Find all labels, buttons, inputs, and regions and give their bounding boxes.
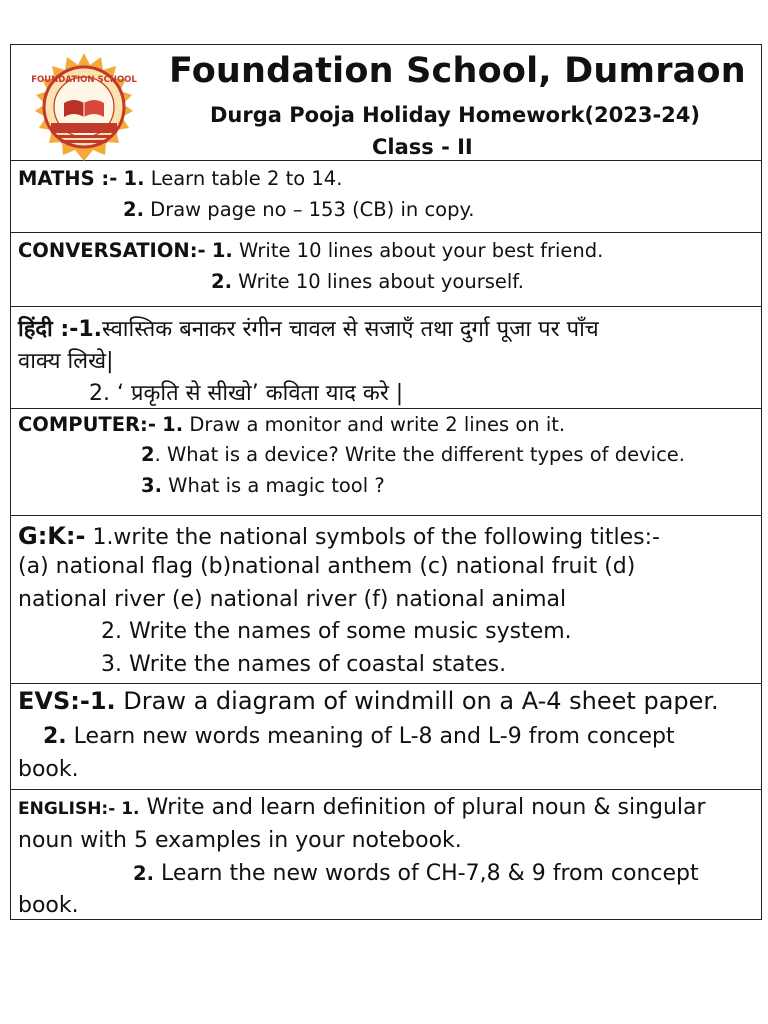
- computer-label: COMPUTER:-: [18, 413, 156, 436]
- header-section: [11, 45, 761, 161]
- maths-section: [11, 161, 761, 233]
- gk-label: G:K:-: [18, 522, 86, 550]
- evs-label: EVS:-1.: [18, 687, 116, 715]
- class-label: Class - II: [372, 135, 473, 159]
- maths-line-2: 2. Draw page no – 153 (CB) in copy.: [123, 198, 475, 221]
- evs-section: [11, 684, 761, 790]
- evs-line-2: 2. Learn new words meaning of L-8 and L-9 from concept: [43, 724, 675, 749]
- hindi-line-1: हिंदी :-1.स्वास्तिक बनाकर रंगीन चावल से सजाएँ तथा दुर्गा पूजा पर पाँच: [18, 317, 599, 342]
- hindi-section: [11, 307, 761, 409]
- english-line-2: noun with 5 examples in your notebook.: [18, 828, 462, 853]
- gk-line-4: 2. Write the names of some music system.: [101, 619, 572, 644]
- hindi-label: हिंदी :-1.: [18, 317, 103, 342]
- english-line-3: 2. Learn the new words of CH-7,8 & 9 from concept: [133, 861, 699, 886]
- maths-line-1: MATHS :- 1. Learn table 2 to 14.: [18, 167, 343, 190]
- homework-title: Durga Pooja Holiday Homework(2023-24): [210, 103, 700, 127]
- computer-line-3: 3. What is a magic tool ?: [141, 474, 385, 497]
- evs-line-3: book.: [18, 757, 79, 782]
- computer-section: [11, 409, 761, 516]
- computer-line-2: 2. What is a device? Write the different types of device.: [141, 443, 685, 466]
- computer-line-1: COMPUTER:- 1. Draw a monitor and write 2 lines on it.: [18, 413, 566, 436]
- maths-label: MATHS :-: [18, 167, 118, 190]
- conversation-line-1: CONVERSATION:- 1. Write 10 lines about your best friend.: [18, 239, 604, 262]
- english-line-1: ENGLISH:- 1. Write and learn definition of plural noun & singular: [18, 795, 706, 820]
- logo-text: FOUNDATION SCHOOL: [31, 75, 137, 85]
- hindi-line-2: वाक्य लिखे|: [18, 349, 114, 374]
- gk-line-5: 3. Write the names of coastal states.: [101, 652, 507, 677]
- english-section: [11, 790, 761, 920]
- english-line-4: book.: [18, 893, 79, 918]
- gk-line-3: national river (e) national river (f) national animal: [18, 587, 567, 612]
- conversation-line-2: 2. Write 10 lines about yourself.: [211, 270, 524, 293]
- evs-line-1: EVS:-1. Draw a diagram of windmill on a A-4 sheet paper.: [18, 687, 719, 715]
- school-name: Foundation School, Dumraon: [169, 51, 746, 91]
- conversation-label: CONVERSATION:-: [18, 239, 206, 262]
- hindi-line-3: 2. ‘ प्रकृति से सीखो’ कविता याद करे |: [89, 381, 404, 406]
- homework-sheet: [10, 44, 762, 920]
- conversation-section: [11, 233, 761, 307]
- gk-line-2: (a) national flag (b)national anthem (c) national fruit (d): [18, 554, 636, 579]
- english-label: ENGLISH:-: [18, 799, 116, 819]
- school-logo: [27, 51, 141, 165]
- gk-section: [11, 516, 761, 684]
- gk-line-1: G:K:- 1.write the national symbols of the following titles:-: [18, 522, 660, 550]
